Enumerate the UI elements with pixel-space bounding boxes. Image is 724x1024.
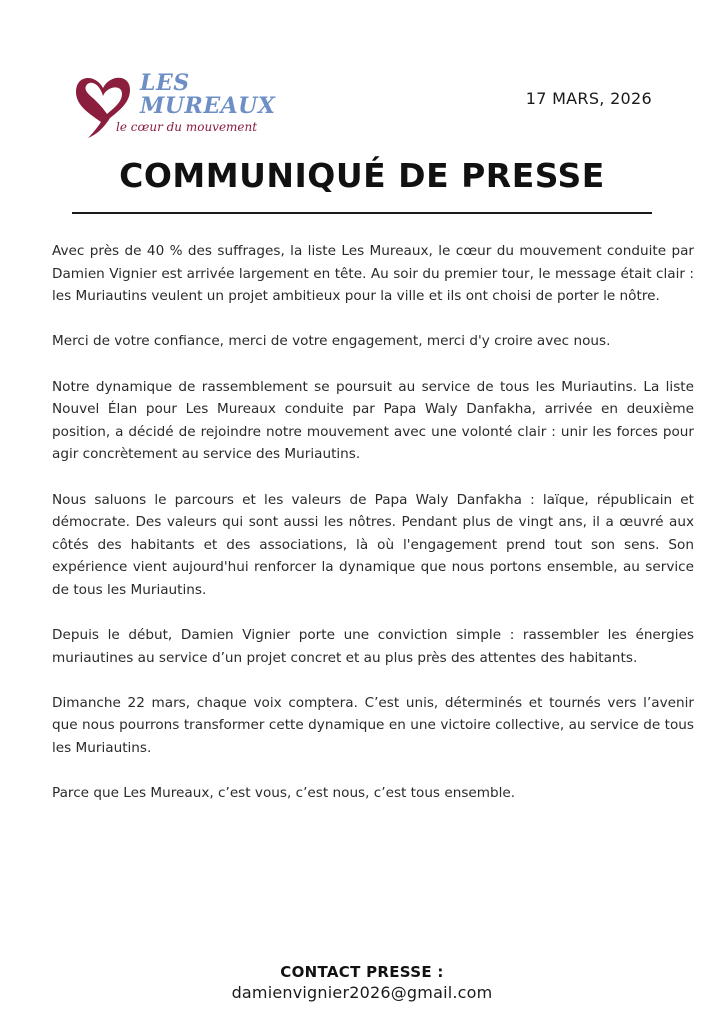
paragraph-results: Avec près de 40 % des suffrages, la liste Les Mureaux, le cœur du mouvement conduite par Damien Vignier est arrivée largement en tête. Au soir du premier tour, le message était clair : les Muriautins veulent un projet ambitieux pour la ville et ils ont choisi de porter le nôtre. [52,243,694,305]
press-release-date: 17 MARS, 2026 [525,89,652,108]
press-contact [0,962,724,1004]
paragraph-thanks: Merci de votre confiance, merci de votre engagement, merci d'y croire avec nous. [52,333,611,350]
paragraph-vote-call: Dimanche 22 mars, chaque voix comptera. C’est unis, déterminés et tournés vers l’avenir que nous pourrons transformer cette dynamique en une victoire collective, au service de tous les Muriautins. [52,694,694,757]
logo [72,68,276,140]
title-divider [72,212,652,214]
press-release-body [52,240,694,827]
logo-line-les: LES [140,70,190,96]
logo-tagline: le cœur du mouvement [116,120,258,134]
paragraph-alliance: Notre dynamique de rassemblement se poursuit au service de tous les Muriautins. La liste Nouvel Élan pour Les Mureaux conduite par Papa Waly Danfakha, arrivée en deuxième position, a décidé de rejoindre notre mouvement avec une volonté clair : unir les forces pour agir concrètement au service des Muriautins. [52,378,694,463]
page-title: COMMUNIQUÉ DE PRESSE [119,156,605,195]
paragraph-conviction: Depuis le début, Damien Vignier porte une conviction simple : rassembler les énergies muriautines au service d’un projet concret et au plus près des attentes des habitants. [52,627,694,666]
logo-line-mureaux: MUREAUX [140,93,276,119]
press-contact-title: CONTACT PRESSE : [280,963,444,981]
press-contact-email[interactable]: damienvignier2026@gmail.com [231,983,493,1002]
paragraph-closing: Parce que Les Mureaux, c’est vous, c’est nous, c’est tous ensemble. [52,785,516,802]
paragraph-values: Nous saluons le parcours et les valeurs de Papa Waly Danfakha : laïque, républicain et démocrate. Des valeurs qui sont aussi les nôtres. Pendant plus de vingt ans, il a œuvré aux côtés des habitants et des associations, là où l'engagement prend tout son sens. Son expérience vient aujourd'hui renforcer la dynamique que nous portons ensemble, au service de tous les Muriautins. [52,491,694,598]
